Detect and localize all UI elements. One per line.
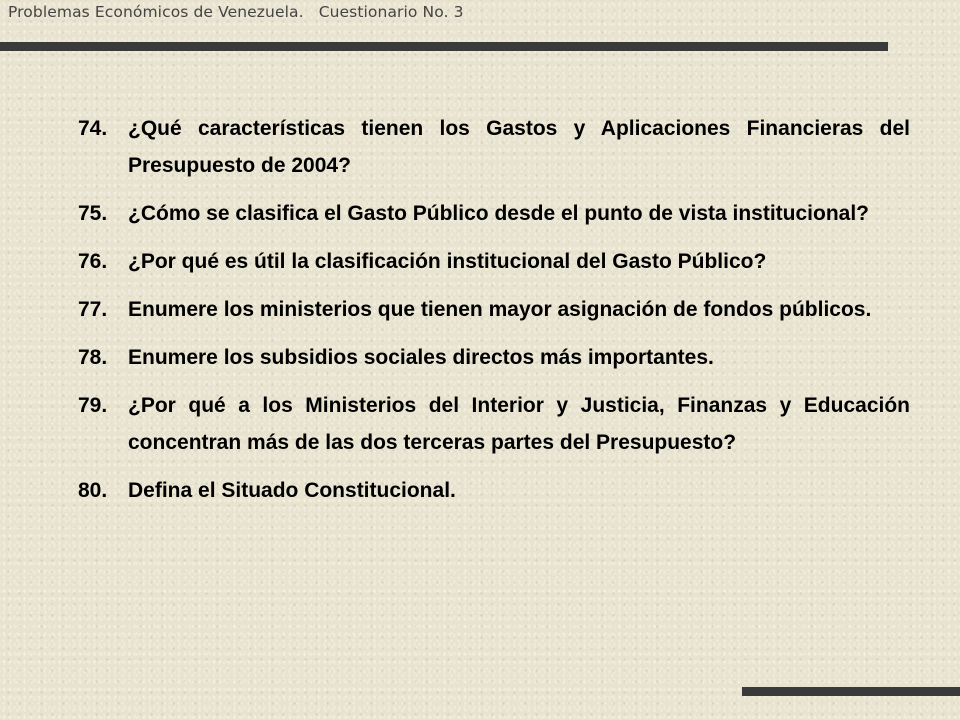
question-text: ¿Por qué a los Ministerios del Interior y Justicia, Finanzas y Educación concentran más de las dos terceras partes del Presupuesto? <box>128 394 910 454</box>
top-divider <box>0 42 888 51</box>
question-text: ¿Qué características tienen los Gastos y Aplicaciones Financieras del Presupuesto de 2004? <box>128 117 910 177</box>
question-text: Defina el Situado Constitucional. <box>128 479 456 502</box>
question-number: 76. <box>78 250 108 273</box>
question-number: 80. <box>78 479 108 502</box>
question-text: ¿Por qué es útil la clasificación institucional del Gasto Público? <box>128 250 767 273</box>
question-number: 75. <box>78 202 108 225</box>
question-item <box>78 291 910 328</box>
bottom-divider <box>742 687 960 696</box>
question-number: 79. <box>78 394 108 417</box>
question-number: 78. <box>78 346 108 369</box>
question-number: 77. <box>78 298 108 321</box>
question-list <box>78 110 910 520</box>
question-text: Enumere los subsidios sociales directos más importantes. <box>128 346 714 369</box>
question-text: Enumere los ministerios que tienen mayor asignación de fondos públicos. <box>128 298 872 321</box>
question-item <box>78 472 910 509</box>
question-item <box>78 243 910 280</box>
question-item <box>78 387 910 461</box>
slide-header: Problemas Económicos de Venezuela. Cuestionario No. 3 <box>8 3 464 21</box>
question-text: ¿Cómo se clasifica el Gasto Público desde el punto de vista institucional? <box>128 202 869 225</box>
question-number: 74. <box>78 117 108 140</box>
question-item <box>78 110 910 184</box>
question-item <box>78 339 910 376</box>
question-item <box>78 195 910 232</box>
